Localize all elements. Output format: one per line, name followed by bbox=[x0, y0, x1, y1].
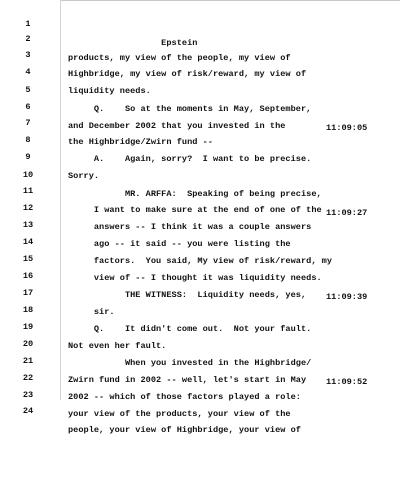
line-text: liquidity needs. bbox=[68, 86, 151, 96]
line-text: view of -- I thought it was liquidity needs. bbox=[68, 273, 322, 283]
line-text: Q. So at the moments in May, September, bbox=[68, 104, 312, 114]
line-number: 14 bbox=[22, 237, 34, 247]
line-number: 4 bbox=[25, 67, 31, 77]
line-number: 13 bbox=[22, 220, 34, 230]
line-number: 23 bbox=[22, 390, 34, 400]
line-text: answers -- I think it was a couple answers bbox=[68, 222, 312, 232]
line-text: I want to make sure at the end of one of the bbox=[68, 205, 322, 215]
line-number: 16 bbox=[22, 271, 34, 281]
line-text: Q. It didn't come out. Not your fault. bbox=[68, 324, 312, 334]
line-number: 15 bbox=[22, 254, 34, 264]
line-number: 10 bbox=[22, 170, 34, 180]
line-text: When you invested in the Highbridge/ bbox=[68, 358, 312, 368]
line-text: Highbridge, my view of risk/reward, my view of bbox=[68, 69, 307, 79]
line-text: Zwirn fund in 2002 -- well, let's start in May bbox=[68, 375, 307, 385]
line-number: 5 bbox=[25, 85, 31, 95]
line-text: people, your view of Highbridge, your view of bbox=[68, 425, 301, 435]
line-text: A. Again, sorry? I want to be precise. bbox=[68, 154, 312, 164]
timestamp: 11:09:39 bbox=[326, 292, 368, 302]
line-number: 24 bbox=[22, 406, 34, 416]
line-number: 20 bbox=[22, 339, 34, 349]
line-text: THE WITNESS: Liquidity needs, yes, bbox=[68, 290, 307, 300]
line-number: 19 bbox=[22, 322, 34, 332]
line-number: 7 bbox=[25, 118, 31, 128]
timestamp: 11:09:05 bbox=[326, 123, 368, 133]
line-text: products, my view of the people, my view of bbox=[68, 53, 291, 63]
line-text: your view of the products, your view of the bbox=[68, 409, 291, 419]
line-text: Epstein bbox=[68, 38, 198, 48]
line-number: 17 bbox=[22, 288, 34, 298]
line-text: ago -- it said -- you were listing the bbox=[68, 239, 291, 249]
line-text: MR. ARFFA: Speaking of being precise, bbox=[68, 189, 322, 199]
line-number: 11 bbox=[22, 186, 34, 196]
line-number: 12 bbox=[22, 203, 34, 213]
line-text: Not even her fault. bbox=[68, 341, 167, 351]
line-text: and December 2002 that you invested in the bbox=[68, 121, 286, 131]
timestamp: 11:09:52 bbox=[326, 377, 368, 387]
line-number: 2 bbox=[25, 34, 31, 44]
timestamp: 11:09:27 bbox=[326, 208, 368, 218]
line-number: 3 bbox=[25, 50, 31, 60]
line-number: 18 bbox=[22, 305, 34, 315]
line-text: Sorry. bbox=[68, 171, 100, 181]
line-text: the Highbridge/Zwirn fund -- bbox=[68, 137, 213, 147]
line-number: 9 bbox=[25, 152, 31, 162]
line-number: 8 bbox=[25, 135, 31, 145]
line-text: sir. bbox=[68, 307, 115, 317]
line-number: 6 bbox=[25, 102, 31, 112]
line-number: 22 bbox=[22, 373, 34, 383]
line-number: 1 bbox=[25, 19, 31, 29]
line-text: factors. You said, My view of risk/reward, my bbox=[68, 256, 333, 266]
line-number: 21 bbox=[22, 356, 34, 366]
line-text: 2002 -- which of those factors played a role: bbox=[68, 392, 301, 402]
